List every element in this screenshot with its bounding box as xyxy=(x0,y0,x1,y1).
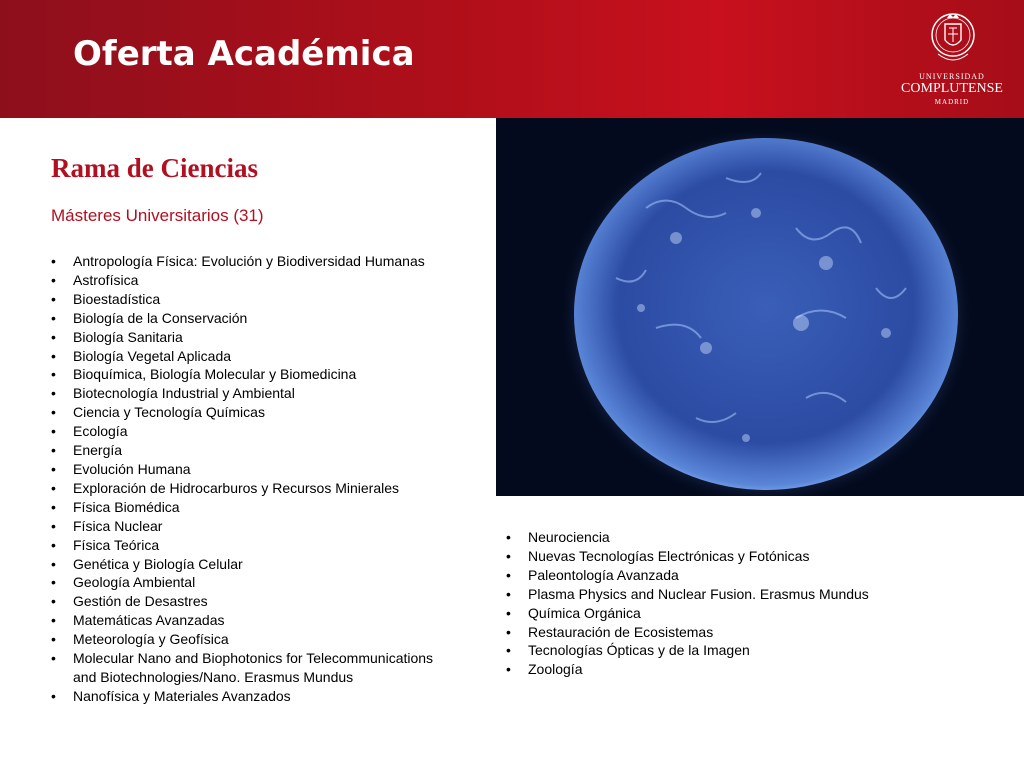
logo-text-bottom: MADRID xyxy=(934,98,970,106)
list-item: • Exploración de Hidrocarburos y Recursos Minierales xyxy=(51,479,451,498)
list-item: • Antropología Física: Evolución y Biodiversidad Humanas xyxy=(51,252,451,271)
list-item: • Biología Sanitaria xyxy=(51,328,451,347)
list-item: • Geología Ambiental xyxy=(51,573,451,592)
sun-image xyxy=(496,118,1024,496)
university-logo xyxy=(900,10,1004,110)
list-item: • Física Nuclear xyxy=(51,517,451,536)
list-item: • Astrofísica xyxy=(51,271,451,290)
logo-text-main: COMPLUTENSE xyxy=(901,81,1003,96)
list-item: • Meteorología y Geofísica xyxy=(51,630,451,649)
header-banner xyxy=(0,0,1024,118)
list-item: • Bioquímica, Biología Molecular y Biomedicina xyxy=(51,365,451,384)
list-item: • Nanofísica y Materiales Avanzados xyxy=(51,687,451,706)
list-item: • Tecnologías Ópticas y de la Imagen xyxy=(506,641,936,660)
section-title: Rama de Ciencias xyxy=(51,153,258,183)
list-item: • Física Teórica xyxy=(51,536,451,555)
masters-count-subtitle: Másteres Universitarios (31) xyxy=(51,206,264,225)
list-item: • Matemáticas Avanzadas xyxy=(51,611,451,630)
list-item: • Restauración de Ecosistemas xyxy=(506,623,936,642)
list-item: • Gestión de Desastres xyxy=(51,592,451,611)
list-item: • Plasma Physics and Nuclear Fusion. Erasmus Mundus xyxy=(506,585,936,604)
list-item: • Energía xyxy=(51,441,451,460)
list-item: • Biología de la Conservación xyxy=(51,309,451,328)
coat-of-arms-icon xyxy=(930,10,976,72)
list-item: • Genética y Biología Celular xyxy=(51,555,451,574)
list-item: • Ecología xyxy=(51,422,451,441)
list-item: • Bioestadística xyxy=(51,290,451,309)
list-item: • Paleontología Avanzada xyxy=(506,566,936,585)
masters-list-right xyxy=(506,528,936,679)
list-item: • Zoología xyxy=(506,660,936,679)
list-item: • Biología Vegetal Aplicada xyxy=(51,347,451,366)
list-item: • Química Orgánica xyxy=(506,604,936,623)
masters-list-left xyxy=(51,252,451,706)
list-item: • Neurociencia xyxy=(506,528,936,547)
list-item: • Biotecnología Industrial y Ambiental xyxy=(51,384,451,403)
page-title: Oferta Académica xyxy=(73,34,415,74)
list-item: • Nuevas Tecnologías Electrónicas y Fotónicas xyxy=(506,547,936,566)
list-item: • Molecular Nano and Biophotonics for Telecommunications and Biotechnologies/Nano. Erasmus Mundus xyxy=(51,649,451,687)
list-item: • Evolución Humana xyxy=(51,460,451,479)
logo-text-top: UNIVERSIDAD xyxy=(919,72,985,81)
list-item: • Ciencia y Tecnología Químicas xyxy=(51,403,451,422)
list-item: • Física Biomédica xyxy=(51,498,451,517)
